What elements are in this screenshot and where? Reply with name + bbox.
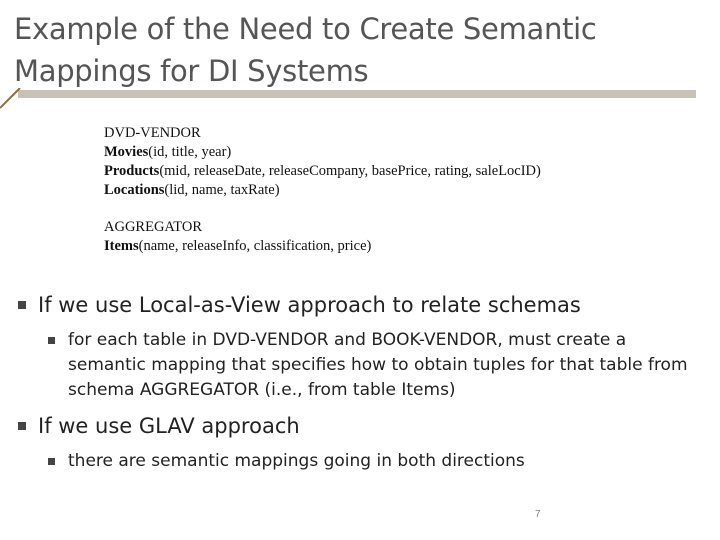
slide-title-line-2: Mappings for DI Systems: [14, 54, 369, 88]
sub-bullet-text: there are semantic mappings going in both directions: [68, 451, 525, 471]
bullet-level-1: [18, 411, 708, 441]
locations-attributes: (lid, name, taxRate): [164, 182, 280, 198]
aggregator-label: AGGREGATOR: [104, 219, 203, 235]
square-bullet-icon: [48, 458, 55, 465]
items-table-name: Items: [104, 238, 139, 254]
bullet-level-2: [48, 328, 708, 403]
square-bullet-icon: [48, 337, 55, 344]
locations-table-name: Locations: [104, 182, 165, 198]
sub-bullet-text: for each table in DVD-VENDOR and BOOK-VENDOR, must create a semantic mapping that specifies how to obtain tuples for that table from schema AGGREGATOR (i.e., from table Items): [68, 330, 688, 400]
locations-schema-row: [104, 181, 541, 200]
slide-title-line-1: Example of the Need to Create Semantic: [14, 12, 597, 46]
title-divider: [18, 90, 696, 98]
products-table-name: Products: [104, 163, 160, 179]
movies-schema-row: [104, 143, 541, 162]
square-bullet-icon: [18, 422, 26, 430]
slide-title: [14, 8, 714, 92]
products-schema-row: [104, 162, 541, 181]
bullet-level-2: [48, 449, 708, 474]
items-schema-row: [104, 237, 541, 256]
bullet-level-1: [18, 290, 708, 320]
divider-notch-icon: [0, 88, 22, 110]
movies-attributes: (id, title, year): [148, 144, 232, 160]
schema-image: [104, 124, 541, 256]
bullet-text: If we use Local-as-View approach to relate schemas: [38, 293, 581, 317]
square-bullet-icon: [18, 301, 26, 309]
movies-table-name: Movies: [104, 144, 149, 160]
bullet-list: [18, 290, 708, 482]
page-number: 7: [535, 509, 541, 520]
products-attributes: (mid, releaseDate, releaseCompany, basePrice, rating, saleLocID): [159, 163, 541, 179]
dvd-vendor-label: DVD-VENDOR: [104, 125, 201, 141]
items-attributes: (name, releaseInfo, classification, price): [138, 238, 372, 254]
bullet-text: If we use GLAV approach: [38, 414, 300, 438]
